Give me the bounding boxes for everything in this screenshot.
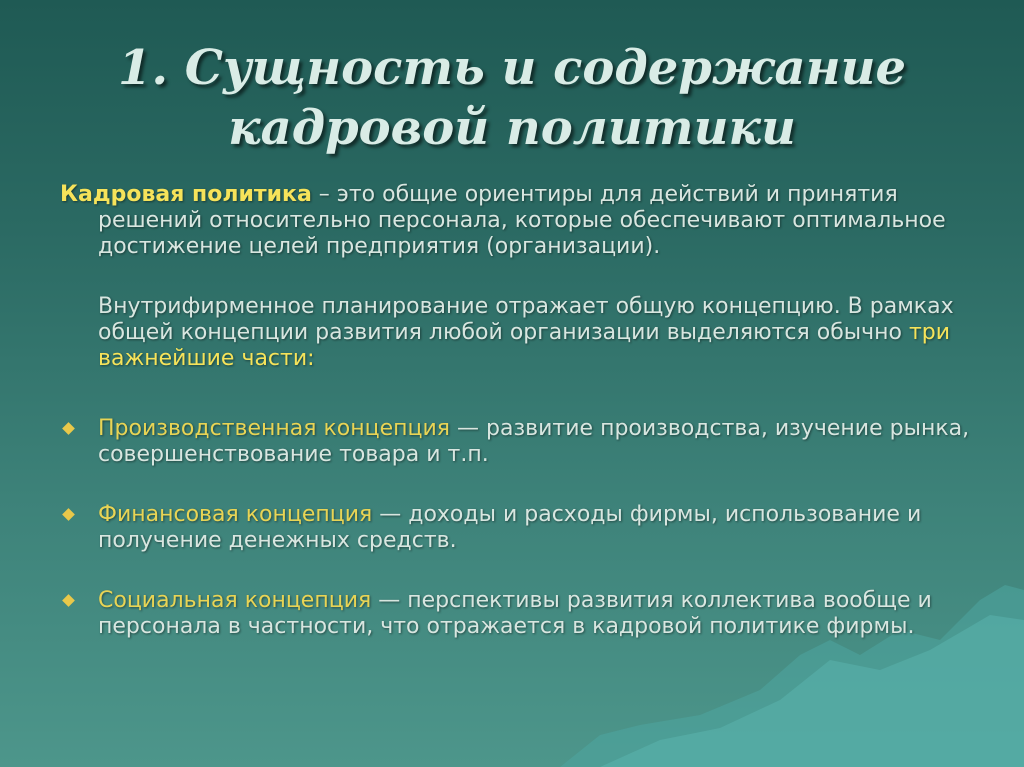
concept-list — [60, 416, 970, 640]
title-line-1: 1. Сущность и содержание — [117, 40, 907, 96]
intro-paragraph — [98, 294, 970, 372]
definition-text: – это общие ориентиры для действий и принятия решений относительно персонала, которые обеспечивают оптимальное достижение целей предприятия (организации). — [98, 182, 946, 259]
concept-text: — перспективы развития коллектива вообще и персонала в частности, что отражается в кадровой политике фирмы. — [98, 588, 932, 639]
concept-name: Производственная концепция — [98, 416, 451, 441]
slide-title — [0, 38, 1024, 158]
slide-body — [60, 182, 970, 674]
diamond-bullet-icon — [62, 422, 75, 435]
intro-highlight: три важнейшие части: — [98, 320, 951, 371]
definition-term: Кадровая политика — [60, 182, 312, 207]
concept-name: Финансовая концепция — [98, 502, 373, 527]
list-item — [60, 502, 970, 554]
concept-text: — доходы и расходы фирмы, использование и получение денежных средств. — [98, 502, 922, 553]
list-item — [60, 588, 970, 640]
concept-text: — развитие производства, изучение рынка, совершенствование товара и т.п. — [98, 416, 970, 467]
diamond-bullet-icon — [62, 508, 75, 521]
title-line-2: кадровой политики — [228, 100, 796, 156]
list-item — [60, 416, 970, 468]
diamond-bullet-icon — [62, 594, 75, 607]
intro-text: Внутрифирменное планирование отражает общую концепцию. В рамках общей концепции развития любой организации выделяются обычно — [98, 294, 954, 345]
concept-name: Социальная концепция — [98, 588, 372, 613]
definition-paragraph — [60, 182, 970, 260]
